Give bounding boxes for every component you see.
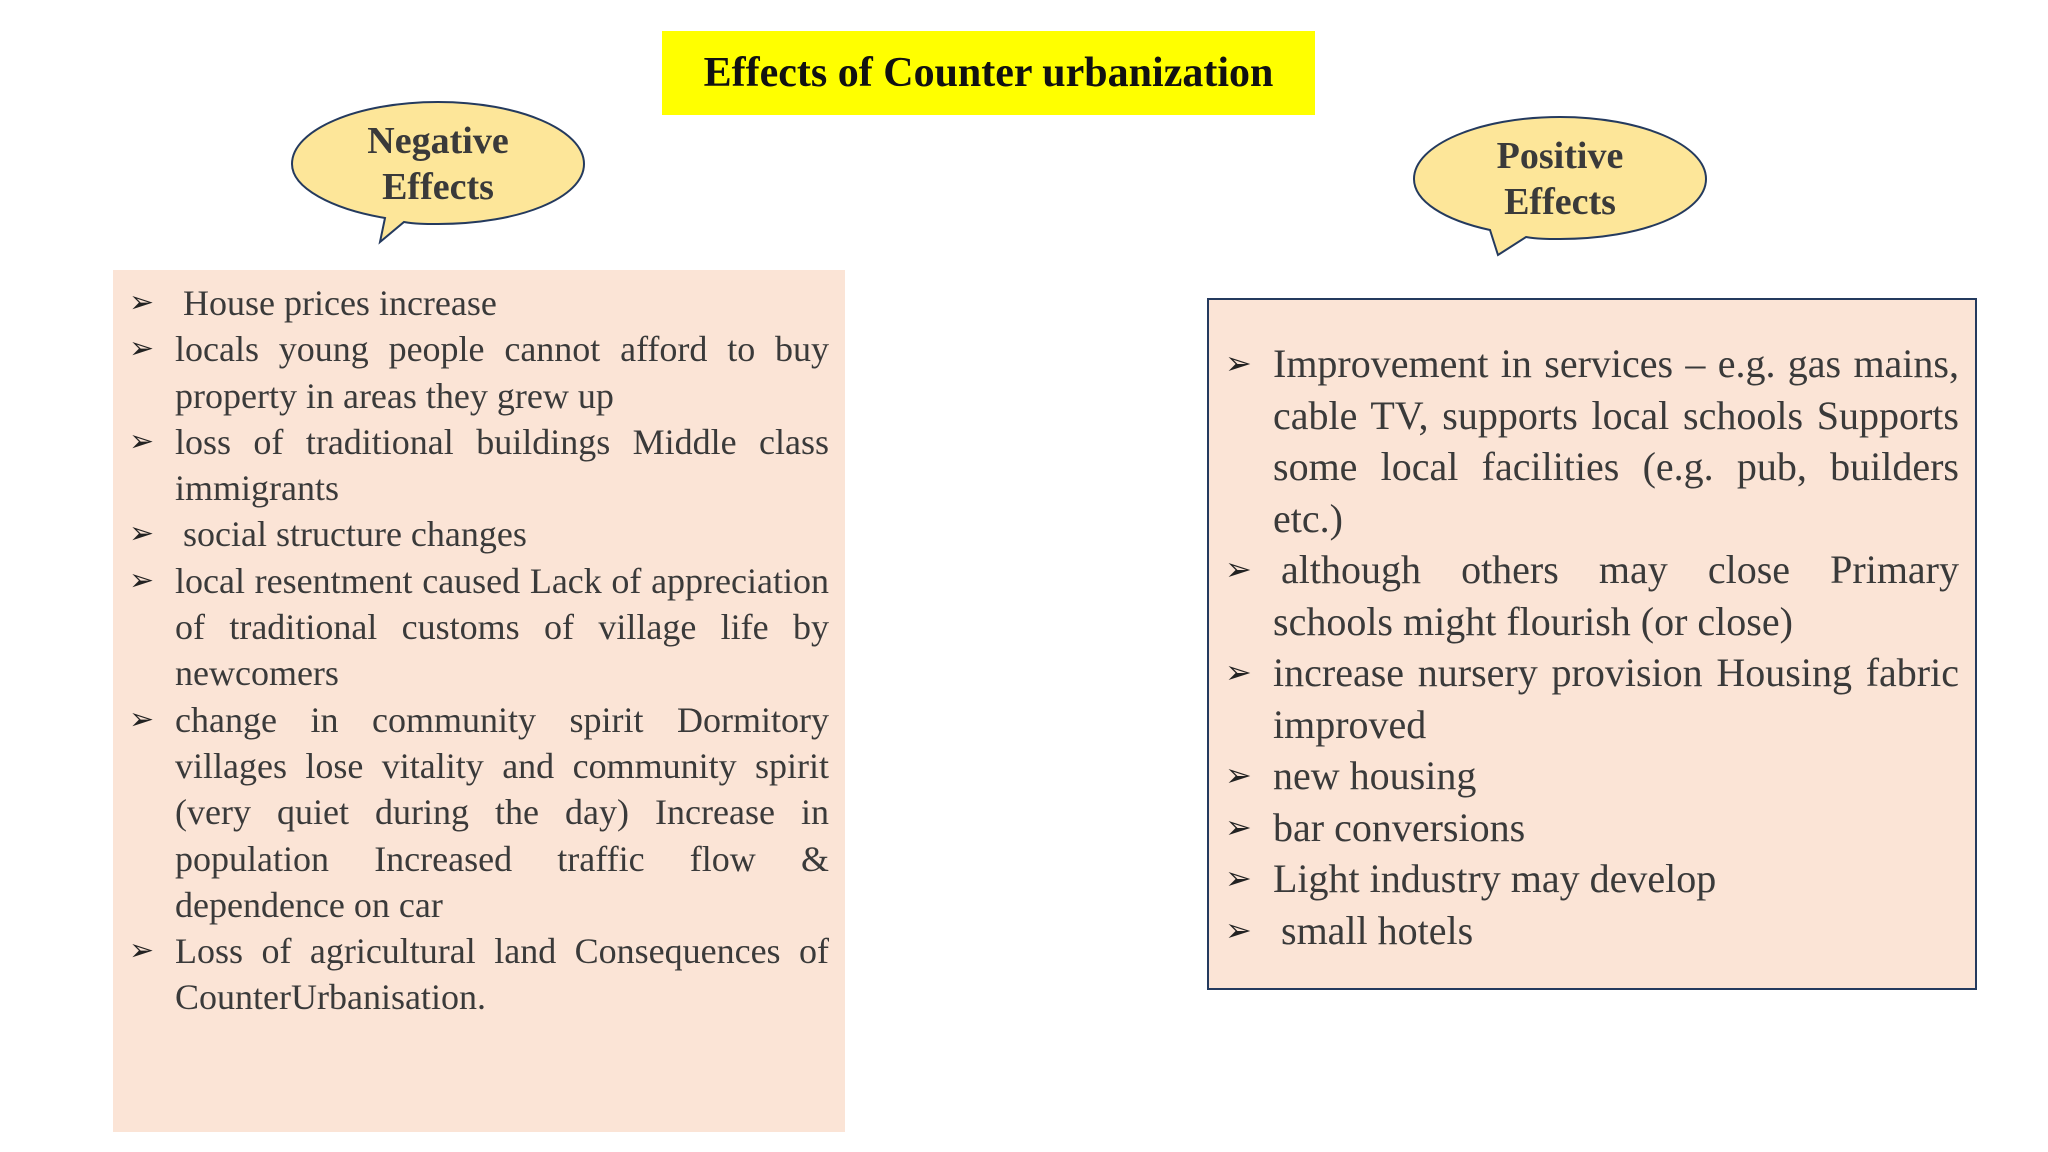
list-item: ➢ Loss of agricultural land Consequences of CounterUrbanisation. — [129, 928, 829, 1021]
positive-effects-label — [1412, 133, 1708, 225]
arrowhead-bullet-icon: ➢ — [129, 562, 155, 598]
positive-effects-list — [1225, 338, 1959, 956]
page-title: Effects of Counter urbanization — [662, 31, 1315, 115]
arrowhead-bullet-icon: ➢ — [1225, 344, 1252, 382]
list-item: ➢ although others may close Primary schools might flourish (or close) — [1225, 544, 1959, 647]
positive-effects-panel — [1207, 298, 1977, 990]
list-item: ➢ local resentment caused Lack of appreciation of traditional customs of village life by newcomers — [129, 558, 829, 697]
list-item: ➢ locals young people cannot afford to buy property in areas they grew up — [129, 326, 829, 419]
negative-effects-list — [129, 280, 829, 1021]
arrowhead-bullet-icon: ➢ — [1225, 653, 1252, 691]
arrowhead-bullet-icon: ➢ — [1225, 807, 1252, 846]
positive-label-line-1: Positive — [1496, 135, 1624, 177]
list-item: ➢ increase nursery provision Housing fabric improved — [1225, 647, 1959, 750]
arrowhead-bullet-icon: ➢ — [1225, 550, 1252, 588]
negative-effects-panel — [113, 270, 845, 1132]
positive-label-line-2: Effects — [1504, 181, 1616, 223]
arrowhead-bullet-icon: ➢ — [129, 516, 155, 552]
list-item: ➢ House prices increase — [129, 280, 829, 326]
arrowhead-bullet-icon: ➢ — [129, 423, 155, 459]
negative-effects-callout — [290, 100, 586, 245]
arrowhead-bullet-icon: ➢ — [1225, 756, 1252, 794]
negative-effects-label — [290, 118, 586, 210]
arrowhead-bullet-icon: ➢ — [129, 331, 155, 367]
list-item: ➢ bar conversions — [1225, 802, 1959, 854]
negative-label-line-2: Effects — [382, 166, 494, 208]
arrowhead-bullet-icon: ➢ — [1225, 859, 1252, 897]
arrowhead-bullet-icon: ➢ — [129, 933, 155, 969]
positive-effects-callout — [1412, 115, 1708, 260]
arrowhead-bullet-icon: ➢ — [129, 285, 155, 320]
list-item: ➢ Improvement in services – e.g. gas mains, cable TV, supports local schools Supports some local facilities (e.g. pub, builders etc.) — [1225, 338, 1959, 544]
list-item: ➢ social structure changes — [129, 511, 829, 557]
negative-label-line-1: Negative — [367, 120, 509, 162]
list-item: ➢ Light industry may develop — [1225, 853, 1959, 905]
list-item: ➢ change in community spirit Dormitory villages lose vitality and community spirit (very quiet during the day) Increase in population Increased traffic flow & dependence on car — [129, 697, 829, 928]
list-item: ➢ loss of traditional buildings Middle class immigrants — [129, 419, 829, 512]
list-item: ➢ small hotels — [1225, 905, 1959, 957]
list-item: ➢ new housing — [1225, 750, 1959, 802]
arrowhead-bullet-icon: ➢ — [129, 701, 155, 737]
arrowhead-bullet-icon: ➢ — [1225, 910, 1252, 949]
